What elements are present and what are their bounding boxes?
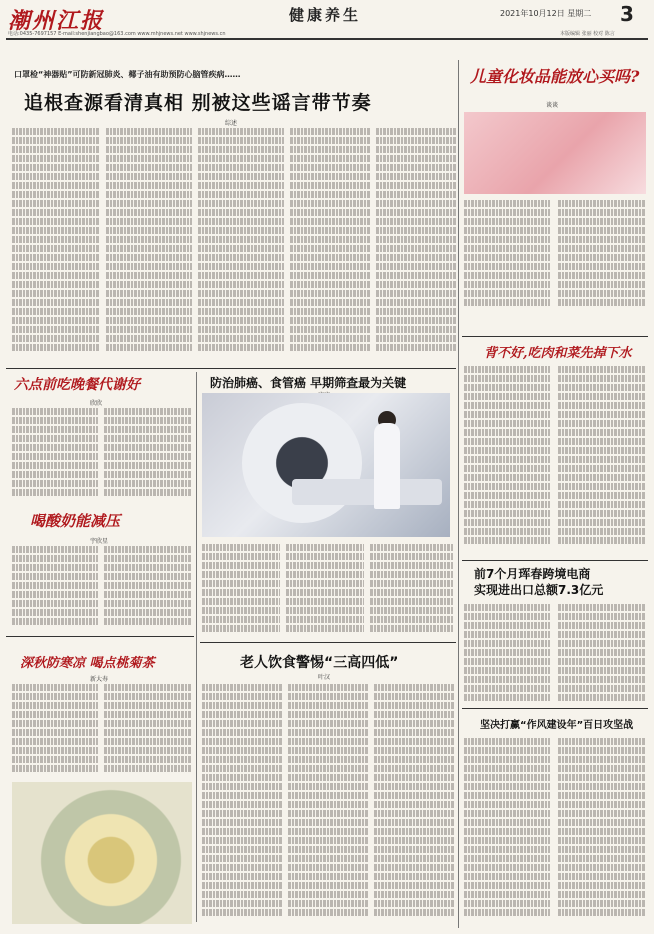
left-rule: [6, 636, 194, 637]
left-story-2-headline: 喝酸奶能减压: [30, 512, 121, 530]
sidebar-body-col-1: [464, 200, 550, 310]
lead-topic: 口罩检“神器贴”可防新冠肺炎、椰子油有助预防心脑管疾病……: [14, 70, 241, 79]
cosmetics-photo: [464, 112, 646, 194]
right-story-3-headline: 坚决打赢“作风建设年”百日攻坚战: [480, 720, 634, 731]
bottom-story-col-2: [288, 684, 368, 924]
bottom-story-headline: 老人饮食警惕“三高四低”: [240, 655, 399, 671]
sidebar-rule: [462, 336, 648, 337]
ct-bed: [292, 479, 442, 505]
left-story-1-col-1: [12, 408, 98, 504]
left-story-2-col-2: [104, 546, 192, 630]
center-story-col-1: [202, 544, 280, 638]
masthead-rule: [6, 38, 648, 40]
lead-body-col-4: [290, 128, 370, 360]
section-rule: [6, 368, 456, 369]
editor-credits: 本版编辑 张丽 校对 陈言: [560, 31, 615, 37]
lead-headline: 追根查源看清真相 别被这些谣言带节奏: [24, 92, 372, 114]
left-story-1-col-2: [104, 408, 192, 504]
bottom-story-col-3: [374, 684, 454, 924]
right-rule-2: [462, 560, 648, 561]
center-story-col-3: [370, 544, 454, 638]
contact-line: 电话:0435-7697157 E-mail:shenjiangbao@163.com www.mhjnews.net www.shjnews.cn: [8, 31, 226, 37]
left-story-2-col-1: [12, 546, 98, 630]
left-story-1-headline: 六点前吃晚餐代谢好: [14, 377, 140, 393]
bottom-story-col-1: [202, 684, 282, 924]
right-story-2-col-1: [464, 604, 550, 710]
right-rule-3: [462, 708, 648, 709]
sidebar-byline: 谈谈: [546, 102, 559, 109]
lead-body-col-3: [198, 128, 284, 360]
page-section-name: 健康养生: [288, 6, 361, 24]
page-number: 3: [620, 2, 634, 26]
right-story-3-col-2: [558, 738, 646, 924]
left-story-3-headline: 深秋防寒凉 喝点桃菊茶: [20, 656, 155, 671]
nurse-figure: [374, 423, 400, 509]
newspaper-logo: 潮州江报: [8, 8, 105, 34]
right-story-1-headline: 背不好,吃肉和菜先掉下水: [484, 346, 632, 361]
right-story-1-col-1: [464, 366, 550, 556]
right-story-3-col-1: [464, 738, 550, 924]
ct-scanner: [242, 403, 362, 523]
column-divider: [458, 60, 459, 928]
issue-date: 2021年10月12日 星期二: [500, 9, 592, 18]
center-rule: [200, 642, 456, 643]
right-story-2-headline: 前7个月珲春跨境电商 实现进出口总额7.3亿元: [474, 567, 604, 597]
left-story-3-byline: 新大寿: [90, 676, 109, 683]
ct-scan-photo: [202, 393, 450, 537]
left-story-3-col-2: [104, 684, 192, 778]
lead-body-col-5: [376, 128, 456, 360]
chrysanthemum-tea-photo: [12, 782, 192, 924]
right-story-2-col-2: [558, 604, 646, 710]
lead-body-col-1: [12, 128, 100, 360]
sidebar-headline: 儿童化妆品能放心买吗?: [470, 67, 640, 86]
left-story-2-byline: 宇欣星: [90, 538, 109, 545]
lead-byline: 综述: [225, 120, 238, 127]
left-story-1-byline: 欣欣: [90, 400, 103, 407]
center-story-headline: 防治肺癌、食管癌 早期筛查最为关键: [210, 376, 407, 390]
center-story-col-2: [286, 544, 364, 638]
lead-body-col-2: [106, 128, 192, 360]
column-divider-left: [196, 372, 197, 922]
right-story-1-col-2: [558, 366, 646, 556]
bottom-story-byline: 叶汉: [318, 674, 331, 681]
sidebar-body-col-2: [558, 200, 646, 310]
left-story-3-col-1: [12, 684, 98, 778]
